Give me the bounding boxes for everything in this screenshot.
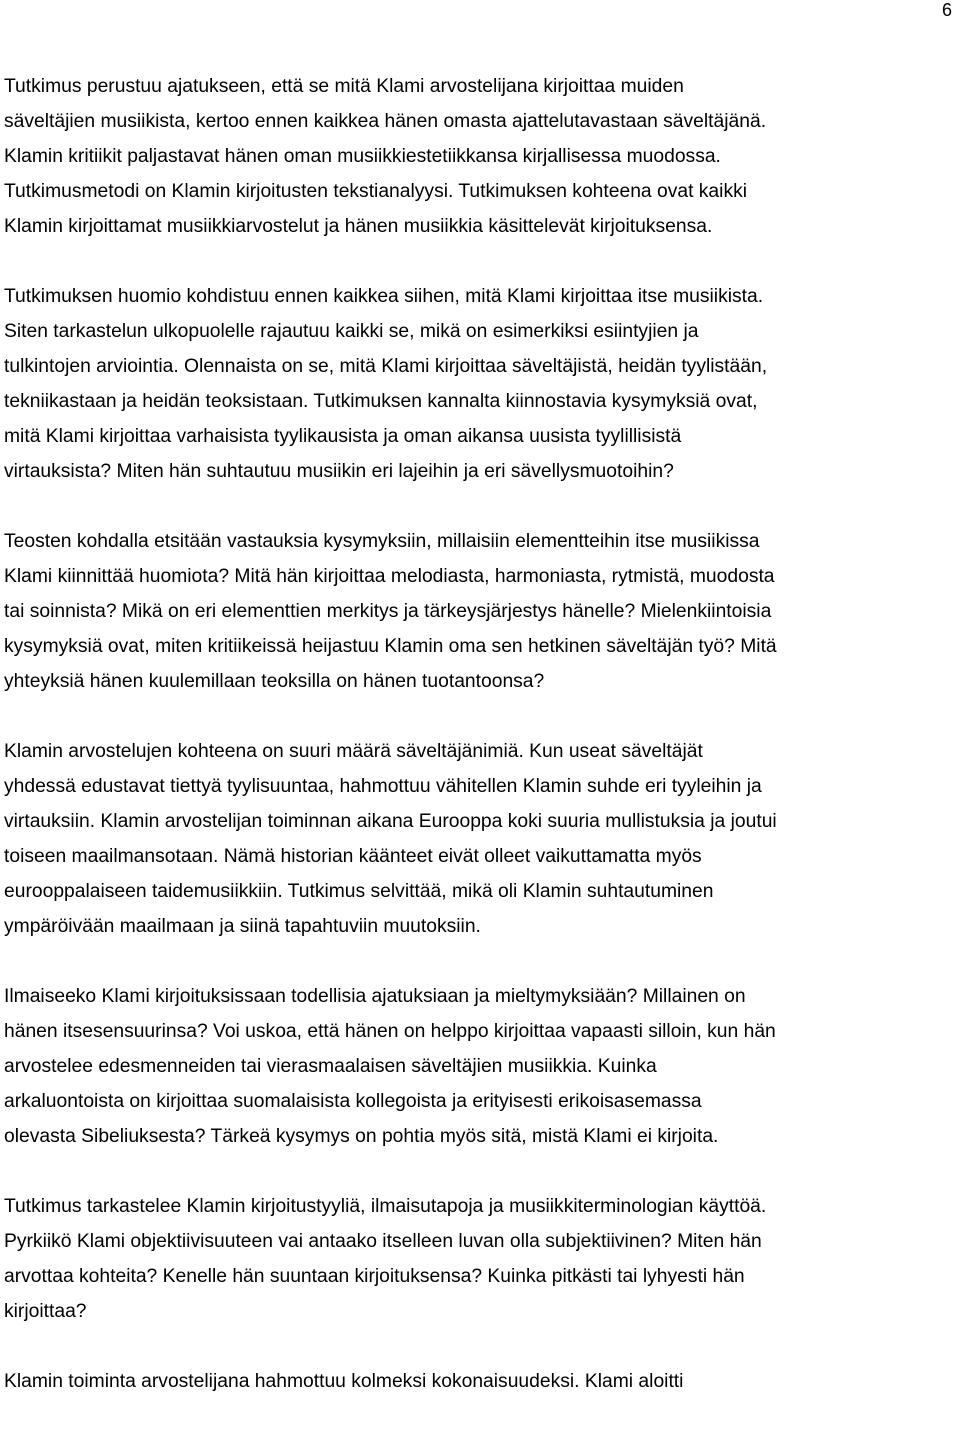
text-line: yhteyksiä hänen kuulemillaan teoksilla on hänen tuotantoonsa? bbox=[4, 671, 545, 692]
text-line: Teosten kohdalla etsitään vastauksia kysymyksiin, millaisiin elementteihin itse musiikissa bbox=[4, 531, 760, 552]
text-line: Klamin arvostelujen kohteena on suuri määrä säveltäjänimiä. Kun useat säveltäjät bbox=[4, 741, 703, 762]
text-line: Klami kiinnittää huomiota? Mitä hän kirjoittaa melodiasta, harmoniasta, rytmistä, muodosta bbox=[4, 566, 775, 587]
text-line: toiseen maailmansotaan. Nämä historian käänteet eivät olleet vaikuttamatta myös bbox=[4, 846, 702, 867]
text-line: virtauksista? Miten hän suhtautuu musiikin eri lajeihin ja eri sävellysmuotoihin? bbox=[4, 461, 674, 482]
text-line: säveltäjien musiikista, kertoo ennen kaikkea hänen omasta ajattelutavastaan säveltäjänä. bbox=[4, 111, 767, 132]
text-line: Tutkimus tarkastelee Klamin kirjoitustyyliä, ilmaisutapoja ja musiikkiterminologian käyttöä. bbox=[4, 1196, 767, 1217]
text-line: Ilmaiseeko Klami kirjoituksissaan todellisia ajatuksiaan ja mieltymyksiään? Millainen on bbox=[4, 986, 746, 1007]
text-line: Pyrkiikö Klami objektiivisuuteen vai antaako itselleen luvan olla subjektiivinen? Miten hän bbox=[4, 1231, 762, 1252]
text-line: tulkintojen arviointia. Olennaista on se, mitä Klami kirjoittaa säveltäjistä, heidän tyylistään, bbox=[4, 356, 768, 377]
page-number: 6 bbox=[941, 0, 952, 20]
text-line: virtauksiin. Klamin arvostelijan toiminnan aikana Eurooppa koki suuria mullistuksia ja joutui bbox=[4, 811, 777, 832]
text-line: mitä Klami kirjoittaa varhaisista tyylikausista ja oman aikansa uusista tyylillisistä bbox=[4, 426, 682, 447]
text-line: ympäröivään maailmaan ja siinä tapahtuviin muutoksiin. bbox=[4, 916, 481, 937]
text-line: Klamin toiminta arvostelijana hahmottuu kolmeksi kokonaisuudeksi. Klami aloitti bbox=[4, 1371, 684, 1392]
text-line: arvottaa kohteita? Kenelle hän suuntaan kirjoituksensa? Kuinka pitkästi tai lyhyesti hän bbox=[4, 1266, 745, 1287]
paragraph-4 bbox=[4, 734, 952, 944]
text-line: Klamin kirjoittamat musiikkiarvostelut ja hänen musiikkia käsittelevät kirjoituksensa. bbox=[4, 216, 713, 237]
paragraph-1 bbox=[4, 69, 952, 244]
text-line: arkaluontoista on kirjoittaa suomalaisista kollegoista ja erityisesti erikoisasemassa bbox=[4, 1091, 702, 1112]
text-line: eurooppalaiseen taidemusiikkiin. Tutkimus selvittää, mikä oli Klamin suhtautuminen bbox=[4, 881, 714, 902]
text-line: Klamin kritiikit paljastavat hänen oman musiikkiestetiikkansa kirjallisessa muodossa. bbox=[4, 146, 721, 167]
text-line: kirjoittaa? bbox=[4, 1301, 87, 1322]
text-line: tekniikastaan ja heidän teoksistaan. Tutkimuksen kannalta kiinnostavia kysymyksiä ovat, bbox=[4, 391, 758, 412]
text-line: Siten tarkastelun ulkopuolelle rajautuu kaikki se, mikä on esimerkiksi esiintyjien ja bbox=[4, 321, 699, 342]
paragraph-6 bbox=[4, 1189, 952, 1329]
paragraph-2 bbox=[4, 279, 952, 489]
document-body bbox=[4, 69, 952, 1399]
text-line: Tutkimus perustuu ajatukseen, että se mitä Klami arvostelijana kirjoittaa muiden bbox=[4, 76, 684, 97]
text-line: kysymyksiä ovat, miten kritiikeissä heijastuu Klamin oma sen hetkinen säveltäjän työ? Mitä bbox=[4, 636, 777, 657]
text-line: olevasta Sibeliuksesta? Tärkeä kysymys on pohtia myös sitä, mistä Klami ei kirjoita. bbox=[4, 1126, 719, 1147]
text-line: hänen itsesensuurinsa? Voi uskoa, että hänen on helppo kirjoittaa vapaasti silloin, kun hän bbox=[4, 1021, 776, 1042]
paragraph-5 bbox=[4, 979, 952, 1154]
text-line: yhdessä edustavat tiettyä tyylisuuntaa, hahmottuu vähitellen Klamin suhde eri tyyleihin ja bbox=[4, 776, 762, 797]
text-line: arvostelee edesmenneiden tai vierasmaalaisen säveltäjien musiikkia. Kuinka bbox=[4, 1056, 657, 1077]
paragraph-7 bbox=[4, 1364, 952, 1399]
paragraph-3 bbox=[4, 524, 952, 699]
text-line: Tutkimuksen huomio kohdistuu ennen kaikkea siihen, mitä Klami kirjoittaa itse musiikista. bbox=[4, 286, 764, 307]
text-line: Tutkimusmetodi on Klamin kirjoitusten tekstianalyysi. Tutkimuksen kohteena ovat kaikki bbox=[4, 181, 748, 202]
text-line: tai soinnista? Mikä on eri elementtien merkitys ja tärkeysjärjestys hänelle? Mielenkiintoisia bbox=[4, 601, 772, 622]
